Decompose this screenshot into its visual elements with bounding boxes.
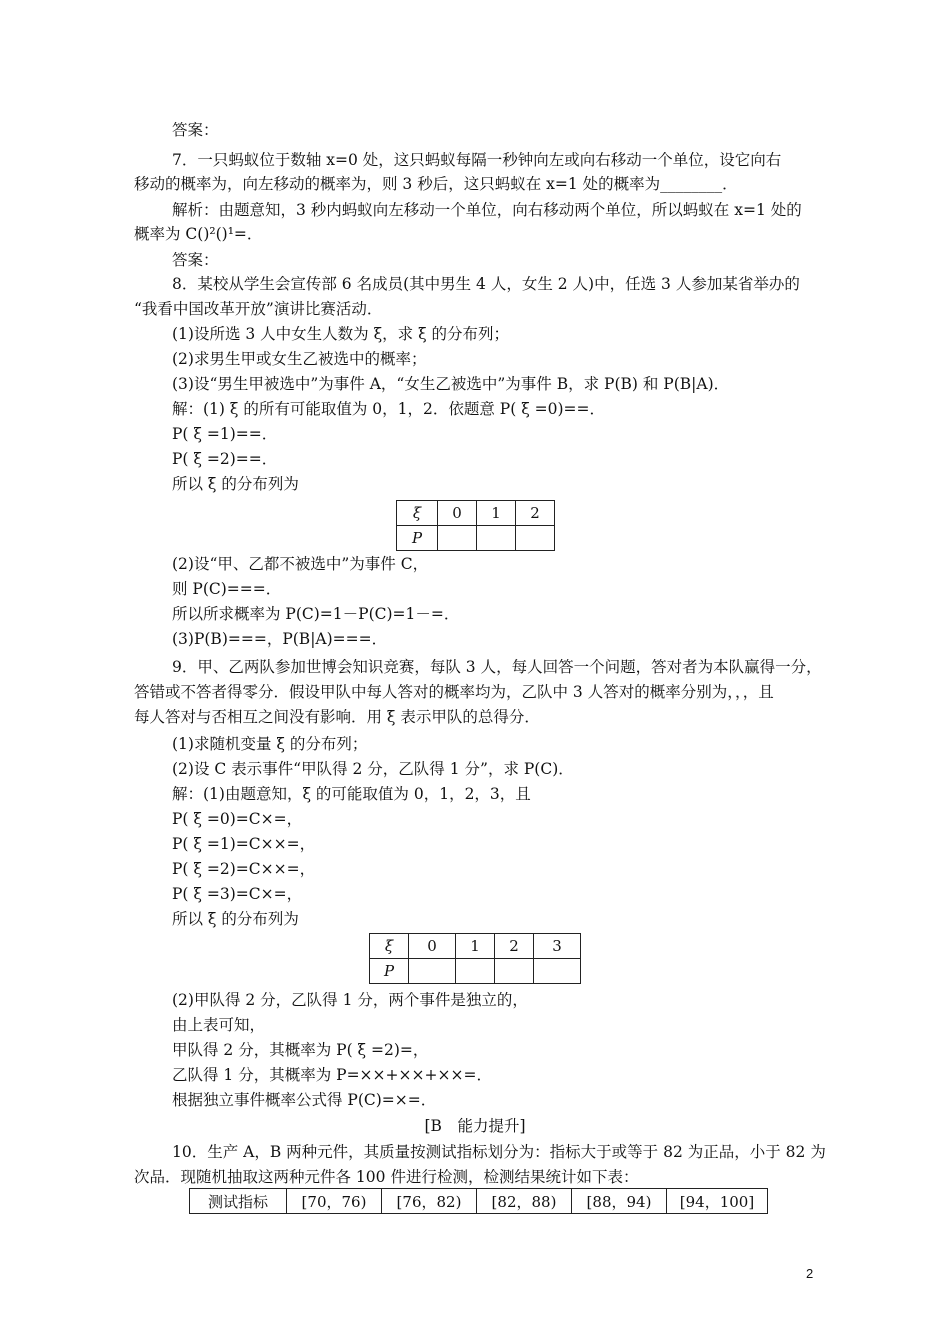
table-cell <box>438 526 477 551</box>
text-line: 根据独立事件概率公式得 P(C)=×=． <box>172 1091 437 1109</box>
test-index-table <box>189 1188 768 1214</box>
table-cell: ξ <box>397 501 438 526</box>
text-line: 则 P(C)===． <box>172 580 282 598</box>
text-line: 8．某校从学生会宣传部 6 名成员(其中男生 4 人，女生 2 人)中，任选 3 人参加某省举办的 <box>172 275 800 293</box>
page-number: 2 <box>806 1266 814 1281</box>
text-line: 解析：由题意知，3 秒内蚂蚁向左移动一个单位，向右移动两个单位，所以蚂蚁在 x=1 处的 <box>172 201 802 219</box>
table-row <box>397 501 555 526</box>
text-line: 次品．现随机抽取这两种元件各 100 件进行检测，检测结果统计如下表： <box>134 1168 639 1186</box>
text-line: (3)设“男生甲被选中”为事件 A，“女生乙被选中”为事件 B，求 P(B) 和 P(B|A)． <box>172 375 730 393</box>
text-line: (2)求男生甲或女生乙被选中的概率； <box>172 350 427 368</box>
table-cell: 1 <box>477 501 516 526</box>
text-line: 答案： <box>172 251 219 269</box>
text-line: (1)设所选 3 人中女生人数为 ξ，求 ξ 的分布列； <box>172 325 510 343</box>
table-cell <box>495 959 534 984</box>
table-row <box>397 526 555 551</box>
text-line: 答错或不答者得零分．假设甲队中每人答对的概率均为，乙队中 3 人答对的概率分别为，，，且 <box>134 683 774 701</box>
table-cell: 2 <box>495 934 534 959</box>
table-cell: 0 <box>409 934 456 959</box>
text-line: 所以 ξ 的分布列为 <box>172 910 299 928</box>
text-line: 乙队得 1 分，其概率为 P=××+××+××=． <box>172 1066 492 1084</box>
text-line: (2)甲队得 2 分，乙队得 1 分，两个事件是独立的， <box>172 991 528 1009</box>
table-cell: P <box>397 526 438 551</box>
text-line: (1)求随机变量 ξ 的分布列； <box>172 735 368 753</box>
distribution-table-q8 <box>396 500 555 551</box>
table-cell <box>534 959 581 984</box>
table-cell <box>477 526 516 551</box>
text-line: 答案： <box>172 121 219 139</box>
distribution-table-q9 <box>369 933 581 984</box>
text-line: P( ξ =2)=C××=， <box>172 860 316 878</box>
table-cell: [82，88) <box>477 1189 572 1214</box>
table-cell: [94，100] <box>667 1189 768 1214</box>
table-row <box>190 1189 768 1214</box>
text-line: P( ξ =1)=C××=， <box>172 835 316 853</box>
table-cell: [76，82) <box>382 1189 477 1214</box>
table-cell: [88，94) <box>572 1189 667 1214</box>
text-line: 9．甲、乙两队参加世博会知识竞赛，每队 3 人，每人回答一个问题，答对者为本队赢得一分， <box>172 658 822 676</box>
table-row <box>370 934 581 959</box>
text-line: 概率为 C()²()¹=． <box>134 225 263 243</box>
table-cell: 1 <box>456 934 495 959</box>
table-cell: 测试指标 <box>190 1189 287 1214</box>
text-line: 所以 ξ 的分布列为 <box>172 475 299 493</box>
text-line: 解：(1)由题意知，ξ 的可能取值为 0，1，2，3，且 <box>172 785 531 803</box>
text-line: P( ξ =1)==． <box>172 425 278 443</box>
table-cell: 2 <box>516 501 555 526</box>
table-row <box>370 959 581 984</box>
text-line: “我看中国改革开放”演讲比赛活动． <box>134 300 383 318</box>
text-line: P( ξ =0)=C×=， <box>172 810 303 828</box>
text-line: 移动的概率为，向左移动的概率为，则 3 秒后，这只蚂蚁在 x=1 处的概率为________． <box>134 175 738 193</box>
text-line: 甲队得 2 分，其概率为 P( ξ =2)=， <box>172 1041 429 1059</box>
text-line: 10．生产 A，B 两种元件，其质量按测试指标划分为：指标大于或等于 82 为正品，小于 82 为 <box>172 1143 826 1161</box>
table-cell: 0 <box>438 501 477 526</box>
table-cell <box>409 959 456 984</box>
text-line: (2)设“甲、乙都不被选中”为事件 C， <box>172 555 429 573</box>
text-line: (2)设 C 表示事件“甲队得 2 分，乙队得 1 分”，求 P(C)． <box>172 760 574 778</box>
table-cell: 3 <box>534 934 581 959</box>
text-line: 解：(1) ξ 的所有可能取值为 0，1，2．依题意 P( ξ =0)==． <box>172 400 606 418</box>
table-cell <box>516 526 555 551</box>
text-line: P( ξ =3)=C×=， <box>172 885 303 903</box>
table-cell <box>456 959 495 984</box>
text-line: 7．一只蚂蚁位于数轴 x=0 处，这只蚂蚁每隔一秒钟向左或向右移动一个单位，设它向右 <box>172 151 782 169</box>
table-cell: ξ <box>370 934 409 959</box>
text-line: 所以所求概率为 P(C)=1－P(C)=1－=． <box>172 605 460 623</box>
text-line: 每人答对与否相互之间没有影响．用 ξ 表示甲队的总得分． <box>134 708 540 726</box>
section-heading: [B 能力提升] <box>424 1117 526 1135</box>
text-line: P( ξ =2)==． <box>172 450 278 468</box>
text-line: (3)P(B)===，P(B|A)===． <box>172 630 388 648</box>
table-cell: P <box>370 959 409 984</box>
table-cell: [70，76) <box>287 1189 382 1214</box>
text-line: 由上表可知， <box>172 1016 266 1034</box>
